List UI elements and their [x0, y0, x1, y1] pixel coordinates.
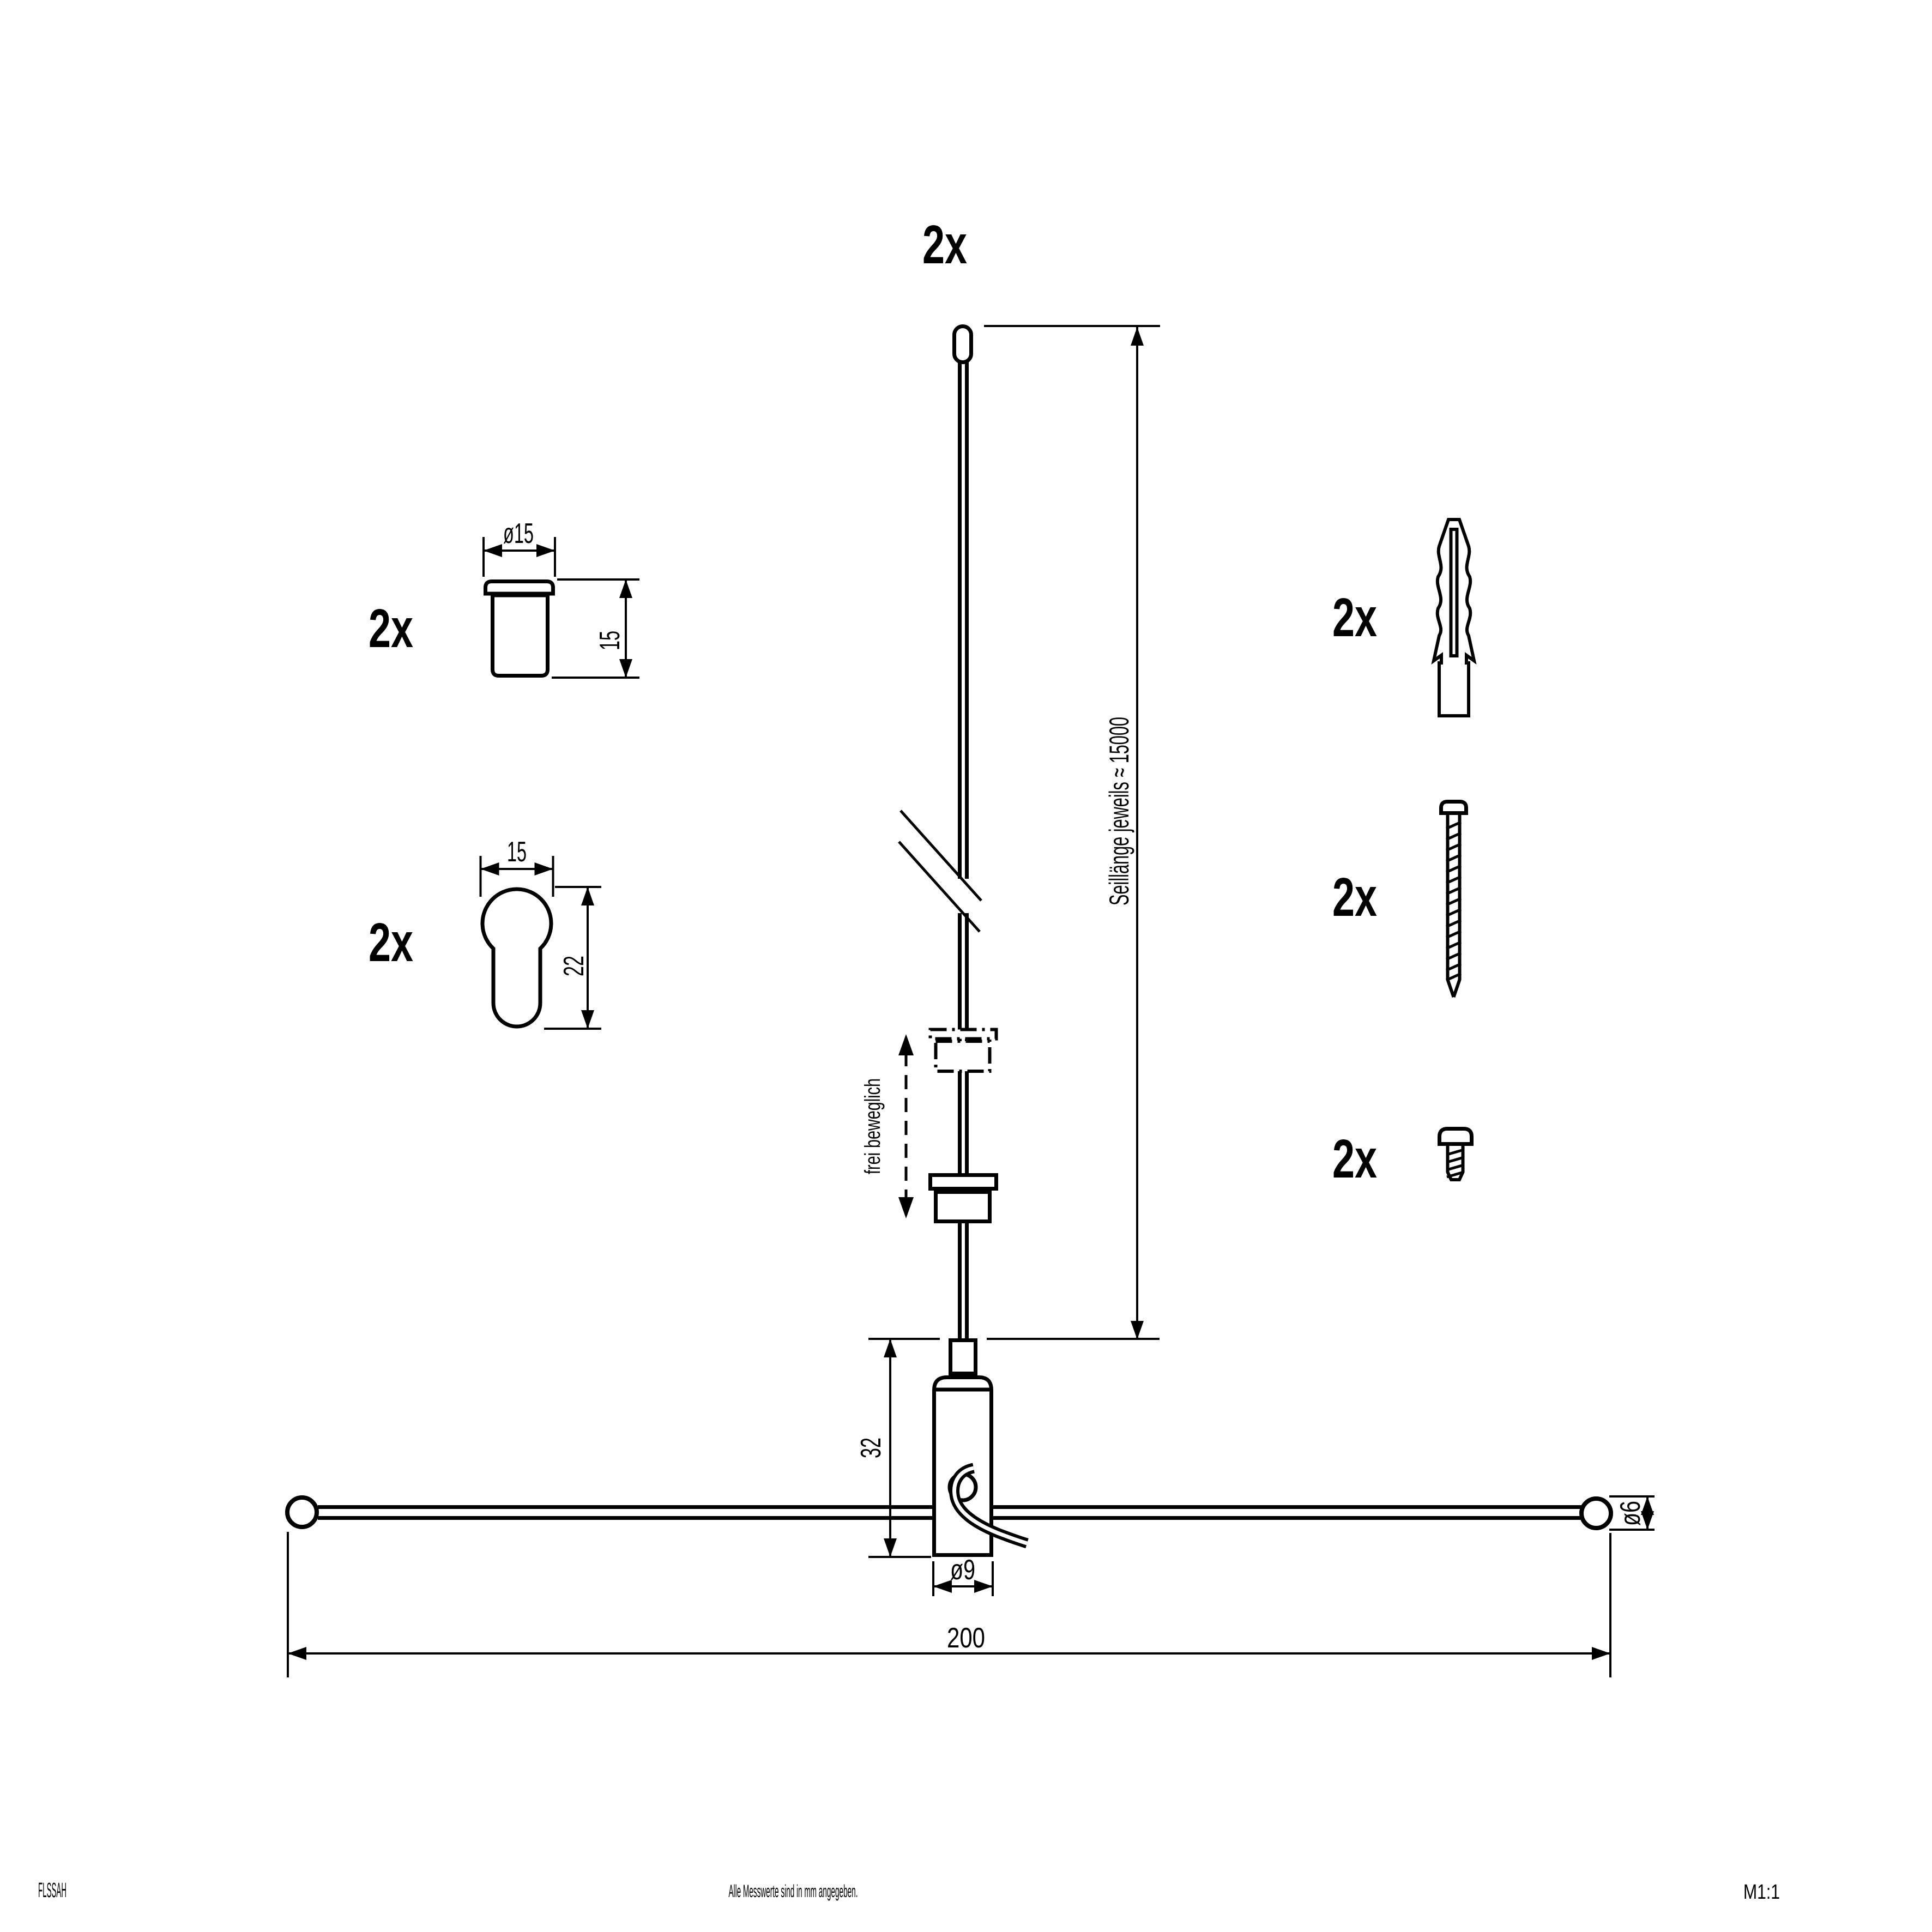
- dimension-holder-diameter: [933, 1554, 993, 1596]
- arrow-up-icon: [581, 887, 594, 905]
- mounting-screw: [1441, 802, 1466, 998]
- arrow-up-icon: [884, 1339, 897, 1357]
- keyhole-plate: [482, 889, 551, 1027]
- arrow-down-icon: [619, 659, 632, 678]
- dimension-holder-height: [855, 1339, 940, 1557]
- cap-height-label: 15: [594, 619, 626, 650]
- clamping-screw: [1440, 1129, 1472, 1180]
- ghost-cap-body: [936, 1041, 990, 1071]
- dimension-cap-height: [552, 579, 639, 678]
- arrow-right-icon: [536, 544, 555, 557]
- rod-diameter-label: ø6: [1615, 1493, 1646, 1526]
- arrow-down-icon: [898, 1197, 914, 1218]
- arrow-up-icon: [1131, 327, 1144, 346]
- arrow-down-icon: [581, 1010, 594, 1029]
- free-movement-label: frei beweglich: [861, 1041, 885, 1174]
- arrow-right-icon: [535, 862, 553, 876]
- ghost-cap: [931, 1030, 997, 1072]
- cable-holder: [934, 1341, 1028, 1555]
- rod-ball-left: [287, 1498, 317, 1527]
- cap-diameter-label: ø15: [503, 518, 534, 550]
- arrow-right-icon: [1592, 1647, 1610, 1660]
- qty-cable: 2x: [922, 214, 967, 275]
- end-cap-flange: [486, 582, 553, 594]
- arrow-left-icon: [933, 1580, 952, 1593]
- arrow-left-icon: [481, 862, 499, 876]
- dimension-keyhole-height: [544, 887, 601, 1029]
- qty-end-cap: 2x: [369, 598, 413, 659]
- qty-screw: 2x: [1332, 867, 1377, 928]
- end-cap: [486, 582, 553, 676]
- wall-plug-slot: [1451, 529, 1457, 656]
- footer-note: Alle Messwerte sind in mm angegeben.: [728, 1881, 858, 1901]
- rope-length-dimension: [984, 326, 1160, 1339]
- footer-article-code: FLSSAH: [38, 1879, 67, 1902]
- clamping-screw-head: [1440, 1129, 1472, 1144]
- canopy-body: [936, 1192, 990, 1222]
- canopy-flange: [931, 1175, 997, 1189]
- dimension-rod-diameter: [1609, 1493, 1655, 1530]
- arrow-right-icon: [974, 1580, 993, 1593]
- keyhole-outline: [482, 889, 551, 1027]
- qty-keyhole: 2x: [369, 912, 413, 973]
- arrow-down-icon: [1131, 1321, 1144, 1339]
- cable-canopy: [931, 1175, 997, 1222]
- screw-shaft: [1454, 815, 1460, 997]
- free-movement-annotation: [861, 1034, 914, 1218]
- qty-wall-plug: 2x: [1332, 587, 1377, 648]
- holder-height-label: 32: [855, 1427, 887, 1458]
- footer-scale: M1:1: [1743, 1881, 1780, 1904]
- arrow-up-icon: [619, 579, 632, 598]
- dimension-cap-diameter: [484, 518, 555, 577]
- holder-diameter-label: ø9: [950, 1554, 975, 1586]
- keyhole-width-label: 15: [507, 836, 527, 868]
- arrow-up-icon: [898, 1034, 914, 1055]
- wall-plug: [1434, 520, 1474, 716]
- ghost-cap-flange: [931, 1030, 997, 1039]
- screw-head: [1441, 802, 1466, 813]
- end-cap-body: [493, 595, 548, 676]
- qty-clamping-screw: 2x: [1332, 1128, 1377, 1190]
- rope-length-label: Seillänge jeweils ≈ 15000: [1104, 598, 1134, 905]
- arrow-left-icon: [288, 1647, 306, 1660]
- cable-end-tip: [955, 327, 971, 363]
- arrow-left-icon: [484, 544, 502, 557]
- rod-length-label: 200: [947, 1622, 985, 1654]
- rod-ball-right: [1581, 1499, 1611, 1528]
- keyhole-height-label: 22: [558, 945, 590, 976]
- holder-neck: [951, 1341, 976, 1374]
- arrow-down-icon: [884, 1538, 897, 1557]
